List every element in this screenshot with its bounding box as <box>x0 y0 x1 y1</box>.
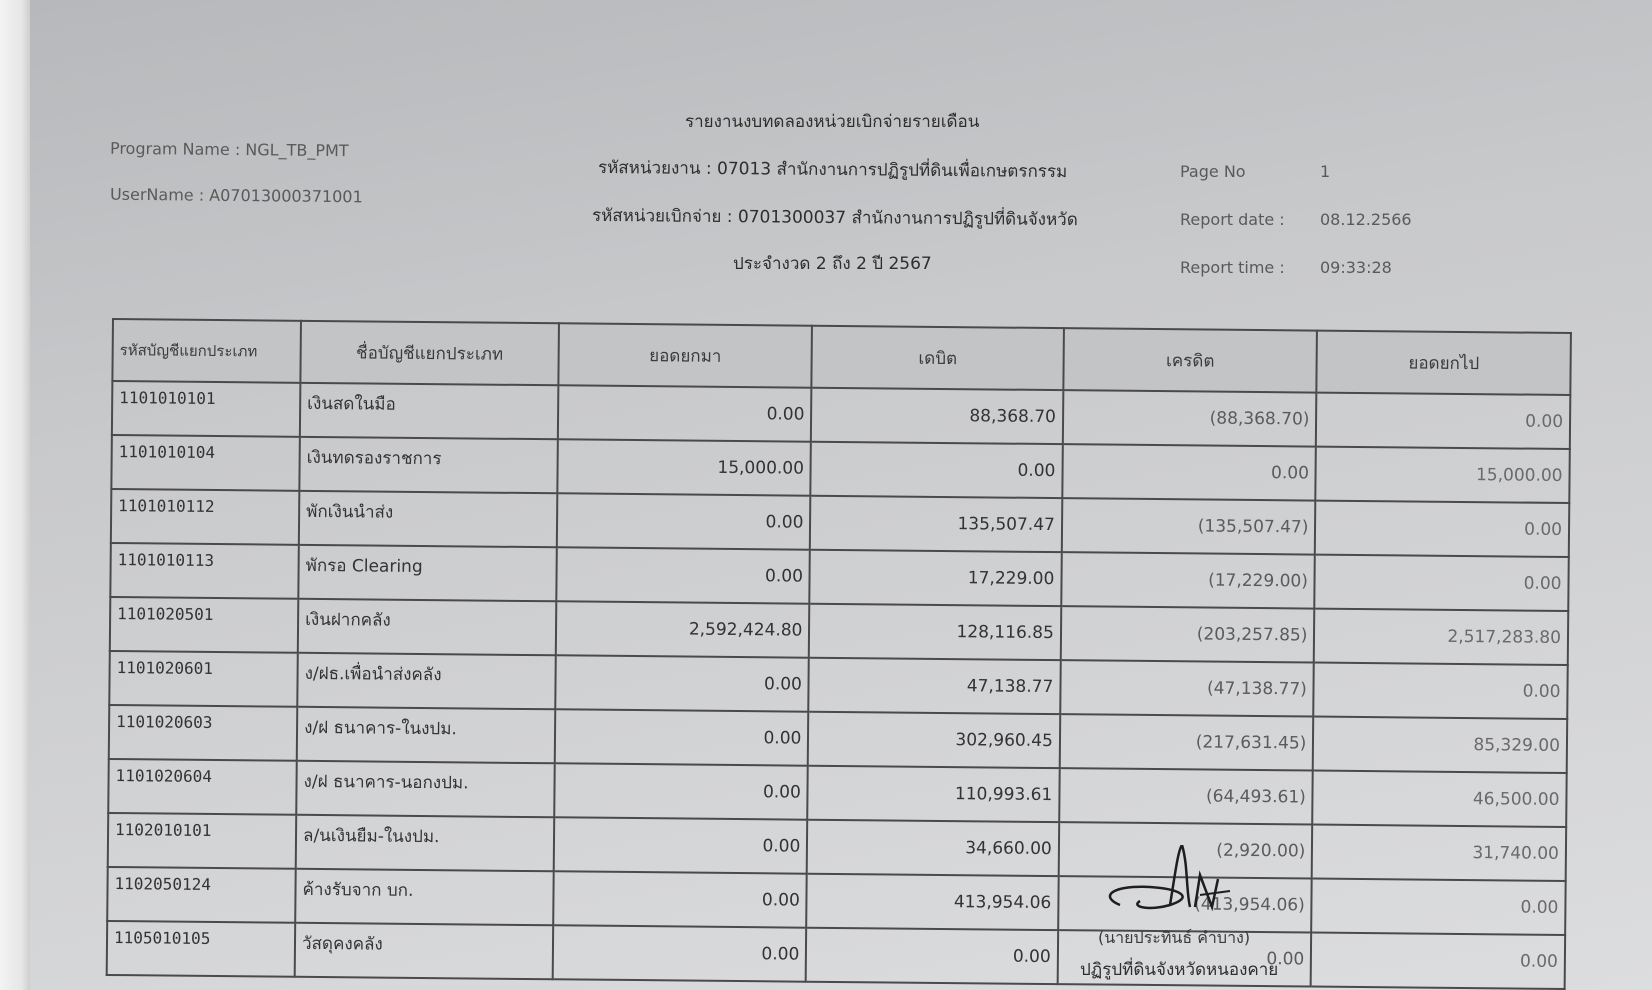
credit: (47,138.77) <box>1060 660 1314 716</box>
report-date-label: Report date : <box>1180 210 1285 229</box>
col-header-debit: เดบิต <box>812 326 1064 390</box>
brought-forward: 0.00 <box>556 547 810 603</box>
page-no-label: Page No <box>1180 162 1246 181</box>
brought-forward: 0.00 <box>558 385 812 441</box>
credit: (135,507.47) <box>1062 498 1316 554</box>
debit: 128,116.85 <box>809 604 1061 660</box>
account-name: ง/ฝธ.เพื่อนำส่งคลัง <box>297 653 555 709</box>
signatory-office: ปฏิรูปที่ดินจังหวัดหนองคาย <box>1080 960 1279 980</box>
trial-balance-table <box>106 318 1572 990</box>
signatory-name: (นายประทินธ์ คำบาง) <box>1098 928 1251 947</box>
brought-forward: 0.00 <box>555 709 809 765</box>
carried-forward: 0.00 <box>1314 663 1568 719</box>
account-code: 1101010112 <box>111 489 300 545</box>
account-name: ค้างรับจาก บก. <box>295 869 553 925</box>
account-name: เงินทดรองราชการ <box>299 437 557 493</box>
account-name: พักรอ Clearing <box>298 545 556 601</box>
credit: 0.00 <box>1062 444 1316 500</box>
account-code: 1102050124 <box>107 867 296 923</box>
account-code: 1101010101 <box>112 381 301 437</box>
credit: (2,920.00) <box>1059 822 1313 878</box>
credit: (217,631.45) <box>1060 714 1314 770</box>
credit: (413,954.06) <box>1058 876 1312 932</box>
account-code: 1101020603 <box>109 705 298 761</box>
credit: (88,368.70) <box>1063 390 1317 446</box>
brought-forward: 0.00 <box>553 925 807 981</box>
report-date-value: 08.12.2566 <box>1320 210 1412 229</box>
carried-forward: 85,329.00 <box>1313 717 1567 773</box>
carried-forward: 0.00 <box>1315 501 1569 557</box>
col-header-carried-forward: ยอดยกไป <box>1317 331 1571 395</box>
credit: 0.00 <box>1057 930 1311 986</box>
credit: (64,493.61) <box>1059 768 1313 824</box>
user-name: UserName : A07013000371001 <box>109 184 363 207</box>
debit: 17,229.00 <box>810 550 1062 606</box>
account-code: 1101010104 <box>111 435 300 491</box>
brought-forward: 2,592,424.80 <box>556 601 810 657</box>
account-name: ง/ฝ ธนาคาร-นอกงปม. <box>296 761 554 817</box>
debit: 34,660.00 <box>807 820 1059 876</box>
account-name: เงินฝากคลัง <box>298 599 556 655</box>
report-date <box>1180 210 1412 229</box>
debit: 302,960.45 <box>808 712 1060 768</box>
account-name: ล/นเงินยืม-ในงปม. <box>296 815 554 871</box>
account-code: 1101010113 <box>110 543 299 599</box>
account-name: วัสดุคงคลัง <box>295 923 553 979</box>
account-code: 1105010105 <box>107 921 296 977</box>
disbursement-unit-line: รหัสหน่วยเบิกจ่าย : 0701300037 สำนักงานการปฏิรูปที่ดินจังหวัด <box>591 205 1078 231</box>
program-name: Program Name : NGL_TB_PMT <box>109 138 349 161</box>
carried-forward: 46,500.00 <box>1313 771 1567 827</box>
debit: 88,368.70 <box>811 388 1063 444</box>
account-name: เงินสดในมือ <box>300 383 558 439</box>
period-line: ประจำงวด 2 ถึง 2 ปี 2567 <box>733 254 932 274</box>
carried-forward: 0.00 <box>1311 933 1565 989</box>
account-code: 1101020604 <box>108 759 297 815</box>
brought-forward: 0.00 <box>554 763 808 819</box>
page-no <box>1180 162 1331 181</box>
account-code: 1101020501 <box>110 597 299 653</box>
report-time-label: Report time : <box>1180 258 1285 277</box>
col-header-account-name: ชื่อบัญชีแยกประเภท <box>300 321 558 385</box>
carried-forward: 15,000.00 <box>1316 447 1570 503</box>
brought-forward: 0.00 <box>557 493 811 549</box>
col-header-brought-forward: ยอดยกมา <box>558 323 812 387</box>
account-code: 1101020601 <box>109 651 298 707</box>
debit: 0.00 <box>806 928 1058 984</box>
signature-mark <box>1100 845 1270 925</box>
agency-line: รหัสหน่วยงาน : 07013 สำนักงานการปฏิรูปที่ดินเพื่อเกษตรกรรม <box>597 157 1068 183</box>
credit: (17,229.00) <box>1061 552 1315 608</box>
carried-forward: 2,517,283.80 <box>1314 609 1568 665</box>
debit: 135,507.47 <box>810 496 1062 552</box>
report-time-value: 09:33:28 <box>1320 258 1392 277</box>
debit: 413,954.06 <box>807 874 1059 930</box>
debit: 47,138.77 <box>809 658 1061 714</box>
debit: 110,993.61 <box>808 766 1060 822</box>
col-header-account-code: รหัสบัญชีแยกประเภท <box>112 319 301 383</box>
page-no-value: 1 <box>1320 162 1331 181</box>
debit: 0.00 <box>811 442 1063 498</box>
col-header-credit: เครดิต <box>1063 328 1317 392</box>
carried-forward: 0.00 <box>1315 555 1569 611</box>
brought-forward: 0.00 <box>553 871 807 927</box>
credit: (203,257.85) <box>1061 606 1315 662</box>
report-title: รายงานงบทดลองหน่วยเบิกจ่ายรายเดือน <box>685 112 980 132</box>
brought-forward: 15,000.00 <box>557 439 811 495</box>
account-name: พักเงินนำส่ง <box>299 491 557 547</box>
brought-forward: 0.00 <box>555 655 809 711</box>
carried-forward: 0.00 <box>1312 879 1566 935</box>
carried-forward: 31,740.00 <box>1312 825 1566 881</box>
carried-forward: 0.00 <box>1316 393 1570 449</box>
account-name: ง/ฝ ธนาคาร-ในงปม. <box>297 707 555 763</box>
report-time <box>1180 258 1392 277</box>
report-page <box>30 0 1652 990</box>
brought-forward: 0.00 <box>554 817 808 873</box>
account-code: 1102010101 <box>108 813 297 869</box>
